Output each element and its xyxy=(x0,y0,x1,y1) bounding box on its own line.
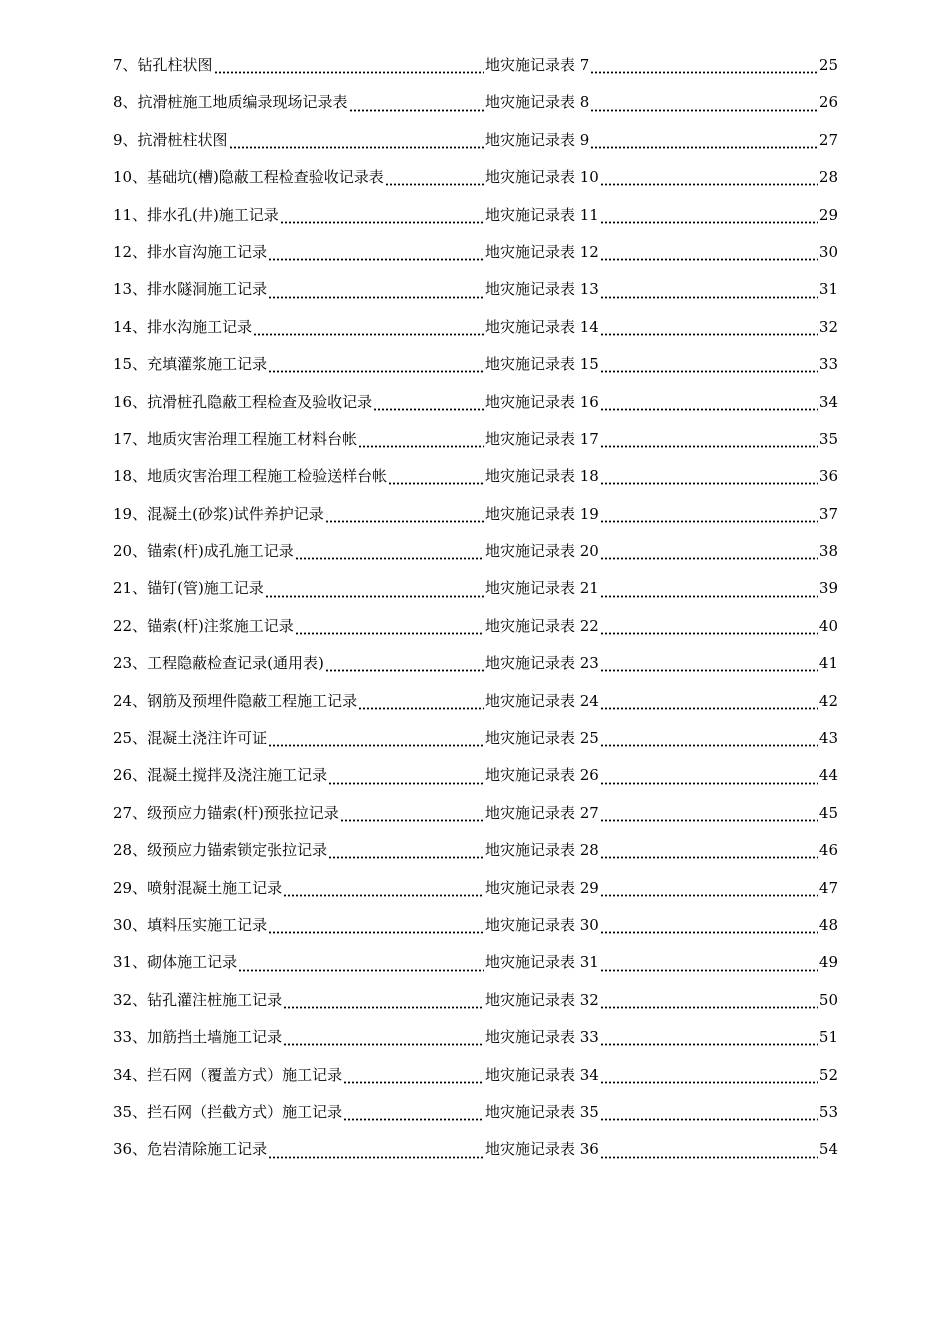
toc-entry-table-ref: 地灾施记录表 33 xyxy=(485,1028,599,1047)
toc-entry-table-ref: 地灾施记录表 23 xyxy=(485,654,599,673)
toc-entry-table-ref: 地灾施记录表 20 xyxy=(485,542,599,561)
toc-entry-title: 11、排水孔(井)施工记录 xyxy=(113,205,279,224)
dot-leader xyxy=(325,669,484,672)
toc-entry-page-number: 28 xyxy=(818,168,838,187)
toc-entry-table-ref: 地灾施记录表 15 xyxy=(485,355,599,374)
toc-entry xyxy=(113,913,838,950)
toc-entry-title: 26、混凝土搅拌及浇注施工记录 xyxy=(113,766,328,785)
toc-entry-page-number: 50 xyxy=(818,990,838,1009)
toc-entry-table-ref: 地灾施记录表 19 xyxy=(485,504,599,523)
toc-entry xyxy=(113,801,838,838)
toc-entry-title: 14、排水沟施工记录 xyxy=(113,317,253,336)
dot-leader xyxy=(600,296,818,299)
toc-entry-page-number: 31 xyxy=(818,280,838,299)
dot-leader xyxy=(600,969,818,972)
toc-entry-title: 19、混凝土(砂浆)试件养护记录 xyxy=(113,504,324,523)
dot-leader xyxy=(268,370,484,373)
toc-entry-title: 28、级预应力锚索锁定张拉记录 xyxy=(113,841,328,860)
dot-leader xyxy=(600,520,818,523)
toc-entry xyxy=(113,1063,838,1100)
dot-leader xyxy=(328,782,484,785)
dot-leader xyxy=(600,333,818,336)
dot-leader xyxy=(295,557,484,560)
toc-entry xyxy=(113,203,838,240)
toc-entry xyxy=(113,464,838,501)
dot-leader xyxy=(280,221,484,224)
toc-entry xyxy=(113,838,838,875)
toc-entry-title: 32、钻孔灌注桩施工记录 xyxy=(113,990,283,1009)
toc-entry-title: 35、拦石网（拦截方式）施工记录 xyxy=(113,1102,343,1121)
dot-leader xyxy=(358,445,484,448)
toc-entry xyxy=(113,689,838,726)
toc-entry xyxy=(113,352,838,389)
toc-entry-title: 22、锚索(杆)注浆施工记录 xyxy=(113,616,294,635)
toc-entry xyxy=(113,390,838,427)
dot-leader xyxy=(600,744,818,747)
toc-entry-title: 8、抗滑桩施工地质编录现场记录表 xyxy=(113,93,348,112)
toc-entry-title: 9、抗滑桩柱状图 xyxy=(113,130,228,149)
toc-entry-table-ref: 地灾施记录表 13 xyxy=(485,280,599,299)
toc-entry xyxy=(113,1025,838,1062)
toc-entry-title: 21、锚钉(管)施工记录 xyxy=(113,579,264,598)
toc-entry-page-number: 41 xyxy=(818,654,838,673)
toc-entry xyxy=(113,576,838,613)
toc-entry-table-ref: 地灾施记录表 21 xyxy=(485,579,599,598)
toc-entry-table-ref: 地灾施记录表 14 xyxy=(485,317,599,336)
toc-entry-table-ref: 地灾施记录表 30 xyxy=(485,915,599,934)
dot-leader xyxy=(600,1006,818,1009)
toc-entry-page-number: 54 xyxy=(818,1140,838,1159)
toc-entry-page-number: 43 xyxy=(818,729,838,748)
toc-entry-title: 15、充填灌浆施工记录 xyxy=(113,355,268,374)
toc-entry xyxy=(113,763,838,800)
toc-entry-page-number: 40 xyxy=(818,616,838,635)
toc-entry-page-number: 53 xyxy=(818,1102,838,1121)
toc-entry-title: 31、砌体施工记录 xyxy=(113,953,238,972)
dot-leader xyxy=(268,1156,484,1159)
toc-entry xyxy=(113,950,838,987)
toc-entry xyxy=(113,876,838,913)
toc-entry-page-number: 46 xyxy=(818,841,838,860)
toc-entry-page-number: 47 xyxy=(818,878,838,897)
toc-entry-table-ref: 地灾施记录表 34 xyxy=(485,1065,599,1084)
dot-leader xyxy=(600,183,818,186)
dot-leader xyxy=(343,1118,484,1121)
dot-leader xyxy=(340,819,484,822)
toc-entry-title: 29、喷射混凝土施工记录 xyxy=(113,878,283,897)
dot-leader xyxy=(600,1043,818,1046)
toc-entry xyxy=(113,988,838,1025)
dot-leader xyxy=(600,221,818,224)
toc-entry-table-ref: 地灾施记录表 32 xyxy=(485,990,599,1009)
toc-entry-page-number: 26 xyxy=(818,93,838,112)
toc-entry-page-number: 42 xyxy=(818,691,838,710)
dot-leader xyxy=(283,1043,484,1046)
toc-entry-page-number: 39 xyxy=(818,579,838,598)
toc-entry-title: 10、基础坑(槽)隐蔽工程检查验收记录表 xyxy=(113,168,384,187)
toc-entry xyxy=(113,128,838,165)
toc-entry-page-number: 37 xyxy=(818,504,838,523)
toc-entry-title: 34、拦石网（覆盖方式）施工记录 xyxy=(113,1065,343,1084)
toc-entry-table-ref: 地灾施记录表 31 xyxy=(485,953,599,972)
dot-leader xyxy=(328,856,484,859)
toc-entry-table-ref: 地灾施记录表 36 xyxy=(485,1140,599,1159)
dot-leader xyxy=(600,856,818,859)
dot-leader xyxy=(268,258,484,261)
toc-entry xyxy=(113,427,838,464)
dot-leader xyxy=(388,482,484,485)
dot-leader xyxy=(600,931,818,934)
toc-entry-table-ref: 地灾施记录表 28 xyxy=(485,841,599,860)
toc-entry xyxy=(113,1137,838,1174)
toc-entry-page-number: 27 xyxy=(818,130,838,149)
dot-leader xyxy=(385,183,484,186)
toc-entry xyxy=(113,502,838,539)
dot-leader xyxy=(590,71,818,74)
toc-entry-table-ref: 地灾施记录表 12 xyxy=(485,242,599,261)
dot-leader xyxy=(600,482,818,485)
toc-entry xyxy=(113,240,838,277)
dot-leader xyxy=(238,969,484,972)
toc-entry xyxy=(113,165,838,202)
dot-leader xyxy=(600,707,818,710)
toc-entry-page-number: 35 xyxy=(818,429,838,448)
dot-leader xyxy=(600,595,818,598)
toc-entry-page-number: 36 xyxy=(818,467,838,486)
dot-leader xyxy=(283,894,484,897)
toc-entry-table-ref: 地灾施记录表 9 xyxy=(485,130,590,149)
toc-entry xyxy=(113,277,838,314)
dot-leader xyxy=(265,595,484,598)
toc-entry-table-ref: 地灾施记录表 18 xyxy=(485,467,599,486)
toc-entry-page-number: 25 xyxy=(818,56,838,74)
toc-entry xyxy=(113,1100,838,1137)
toc-entry-title: 13、排水隧洞施工记录 xyxy=(113,280,268,299)
dot-leader xyxy=(600,782,818,785)
toc-entry-page-number: 49 xyxy=(818,953,838,972)
toc-entry-title: 12、排水盲沟施工记录 xyxy=(113,242,268,261)
toc-entry-table-ref: 地灾施记录表 22 xyxy=(485,616,599,635)
toc-entry-page-number: 33 xyxy=(818,355,838,374)
toc-entry-title: 23、工程隐蔽检查记录(通用表) xyxy=(113,654,324,673)
dot-leader xyxy=(600,258,818,261)
toc-entry xyxy=(113,726,838,763)
dot-leader xyxy=(229,146,484,149)
toc-entry-title: 33、加筋挡土墙施工记录 xyxy=(113,1028,283,1047)
dot-leader xyxy=(373,408,484,411)
toc-entry-page-number: 38 xyxy=(818,542,838,561)
toc-entry-table-ref: 地灾施记录表 10 xyxy=(485,168,599,187)
toc-entry-table-ref: 地灾施记录表 27 xyxy=(485,803,599,822)
toc-entry-title: 18、地质灾害治理工程施工检验送样台帐 xyxy=(113,467,388,486)
dot-leader xyxy=(600,557,818,560)
toc-entry xyxy=(113,651,838,688)
dot-leader xyxy=(214,71,484,74)
dot-leader xyxy=(268,931,484,934)
toc-entry-page-number: 51 xyxy=(818,1028,838,1047)
dot-leader xyxy=(600,632,818,635)
dot-leader xyxy=(600,408,818,411)
toc-entry-table-ref: 地灾施记录表 17 xyxy=(485,429,599,448)
dot-leader xyxy=(600,1156,818,1159)
toc-entry-title: 30、填料压实施工记录 xyxy=(113,915,268,934)
dot-leader xyxy=(268,296,484,299)
toc-entry-title: 24、钢筋及预埋件隐蔽工程施工记录 xyxy=(113,691,358,710)
dot-leader xyxy=(343,1081,484,1084)
dot-leader xyxy=(253,333,484,336)
toc-entry-title: 16、抗滑桩孔隐蔽工程检查及验收记录 xyxy=(113,392,373,411)
toc-entry xyxy=(113,614,838,651)
toc-entry-table-ref: 地灾施记录表 25 xyxy=(485,729,599,748)
dot-leader xyxy=(600,819,818,822)
dot-leader xyxy=(283,1006,484,1009)
toc-entry-page-number: 29 xyxy=(818,205,838,224)
toc-entry-table-ref: 地灾施记录表 35 xyxy=(485,1102,599,1121)
dot-leader xyxy=(349,109,484,112)
toc-entry xyxy=(113,53,838,90)
dot-leader xyxy=(600,669,818,672)
table-of-contents xyxy=(113,53,838,1175)
toc-entry-table-ref: 地灾施记录表 11 xyxy=(485,205,599,224)
toc-entry-table-ref: 地灾施记录表 7 xyxy=(485,56,590,74)
toc-entry-page-number: 30 xyxy=(818,242,838,261)
toc-entry xyxy=(113,315,838,352)
dot-leader xyxy=(590,146,818,149)
dot-leader xyxy=(590,109,818,112)
dot-leader xyxy=(325,520,484,523)
toc-entry-title: 20、锚索(杆)成孔施工记录 xyxy=(113,542,294,561)
dot-leader xyxy=(295,632,484,635)
dot-leader xyxy=(268,744,484,747)
dot-leader xyxy=(358,707,484,710)
toc-entry-page-number: 44 xyxy=(818,766,838,785)
toc-entry-page-number: 52 xyxy=(818,1065,838,1084)
toc-entry-title: 17、地质灾害治理工程施工材料台帐 xyxy=(113,429,358,448)
toc-entry-page-number: 45 xyxy=(818,803,838,822)
toc-entry-table-ref: 地灾施记录表 16 xyxy=(485,392,599,411)
toc-entry-table-ref: 地灾施记录表 24 xyxy=(485,691,599,710)
toc-entry-title: 25、混凝土浇注许可证 xyxy=(113,729,268,748)
toc-entry xyxy=(113,539,838,576)
dot-leader xyxy=(600,445,818,448)
toc-entry xyxy=(113,90,838,127)
dot-leader xyxy=(600,370,818,373)
toc-entry-page-number: 34 xyxy=(818,392,838,411)
dot-leader xyxy=(600,894,818,897)
toc-entry-table-ref: 地灾施记录表 29 xyxy=(485,878,599,897)
toc-entry-page-number: 48 xyxy=(818,915,838,934)
toc-entry-title: 27、级预应力锚索(杆)预张拉记录 xyxy=(113,803,339,822)
toc-entry-table-ref: 地灾施记录表 8 xyxy=(485,93,590,112)
dot-leader xyxy=(600,1118,818,1121)
toc-entry-title: 7、钻孔柱状图 xyxy=(113,56,213,74)
dot-leader xyxy=(600,1081,818,1084)
toc-entry-table-ref: 地灾施记录表 26 xyxy=(485,766,599,785)
toc-entry-title: 36、危岩清除施工记录 xyxy=(113,1140,268,1159)
toc-entry-page-number: 32 xyxy=(818,317,838,336)
